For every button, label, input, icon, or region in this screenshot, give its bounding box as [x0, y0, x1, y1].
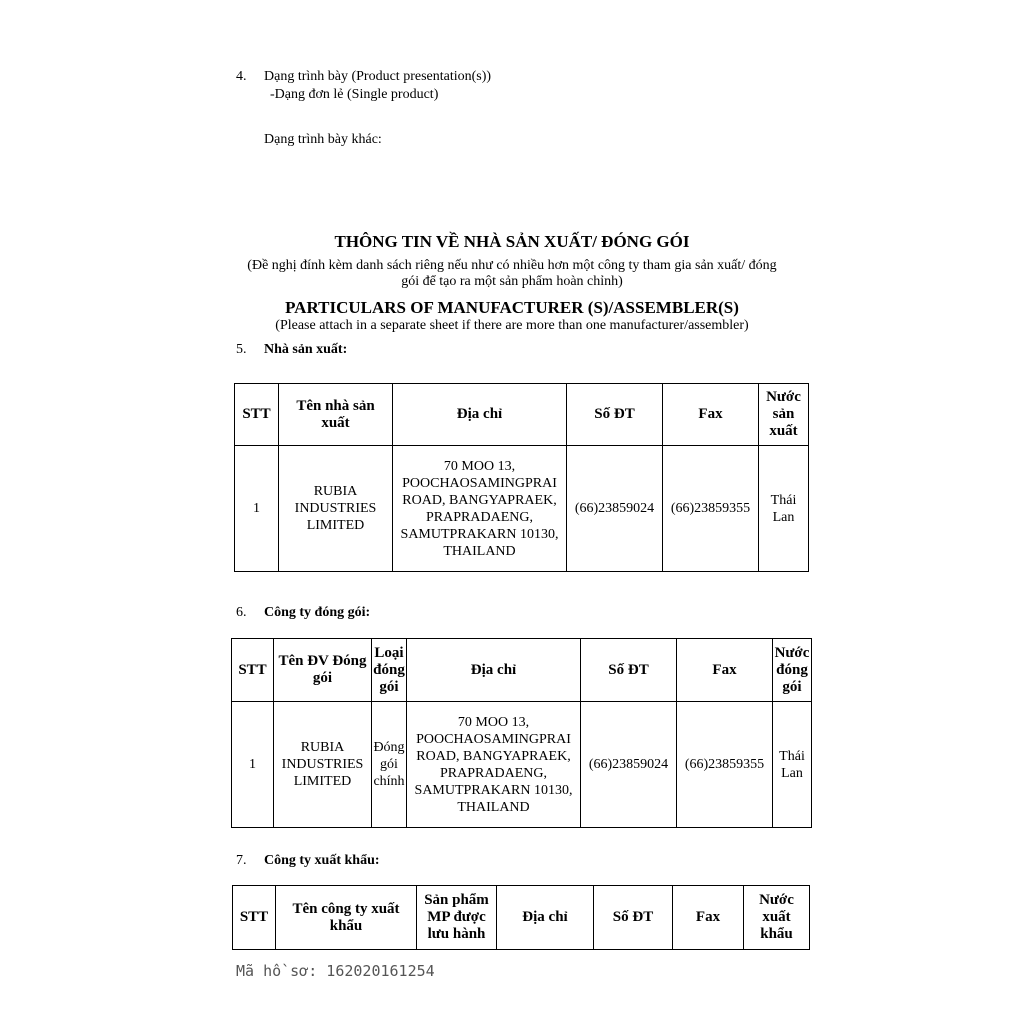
cell-stt: 1 — [232, 702, 274, 828]
col-fax: Fax — [673, 886, 744, 950]
col-name: Tên nhà sản xuất — [279, 384, 393, 446]
cell-stt: 1 — [235, 446, 279, 572]
en-note: (Please attach in a separate sheet if there are more than one manufacturer/assembler) — [275, 318, 749, 333]
cell-phone: (66)23859024 — [567, 446, 663, 572]
section-4-item: -Dạng đơn lẻ (Single product) — [270, 87, 439, 102]
col-phone: Số ĐT — [581, 639, 677, 702]
vi-note-line2: gói để tạo ra một sản phẩm hoàn chỉnh) — [401, 274, 623, 289]
section-4-other: Dạng trình bày khác: — [264, 132, 382, 147]
vi-heading: THÔNG TIN VỀ NHÀ SẢN XUẤT/ ĐÓNG GÓI — [334, 232, 690, 251]
col-product: Sản phẩm MP được lưu hành — [417, 886, 497, 950]
section-6-title: Công ty đóng gói: — [264, 605, 371, 620]
exporter-table — [232, 885, 810, 950]
col-stt: STT — [232, 639, 274, 702]
cell-phone: (66)23859024 — [581, 702, 677, 828]
en-heading: PARTICULARS OF MANUFACTURER (S)/ASSEMBLER(S) — [285, 298, 739, 317]
cell-country: Thái Lan — [773, 702, 812, 828]
cell-address: 70 MOO 13, POOCHAOSAMINGPRAI ROAD, BANGYAPRAEK, PRAPRADAENG, SAMUTPRAKARN 10130, THAILAND — [407, 702, 581, 828]
col-name: Tên ĐV Đóng gói — [274, 639, 372, 702]
vi-note-line1: (Đề nghị đính kèm danh sách riêng nếu như có nhiều hơn một công ty tham gia sản xuất/ đóng — [247, 258, 777, 273]
cell-type: Đóng gói chính — [372, 702, 407, 828]
col-country: Nước xuất khẩu — [744, 886, 810, 950]
section-5-title: Nhà sản xuất: — [264, 342, 348, 357]
col-country: Nước đóng gói — [773, 639, 812, 702]
col-address: Địa chỉ — [497, 886, 594, 950]
col-phone: Số ĐT — [594, 886, 673, 950]
col-country: Nước sản xuất — [759, 384, 809, 446]
cell-name: RUBIA INDUSTRIES LIMITED — [279, 446, 393, 572]
table-row — [235, 446, 809, 572]
record-code: Mã hồ sơ: 162020161254 — [236, 962, 435, 980]
col-stt: STT — [233, 886, 276, 950]
table-row — [232, 702, 812, 828]
col-fax: Fax — [663, 384, 759, 446]
section-7-title: Công ty xuất khẩu: — [264, 853, 380, 868]
section-7-number: 7. — [236, 853, 247, 868]
section-4-title: Dạng trình bày (Product presentation(s)) — [264, 69, 492, 84]
cell-address: 70 MOO 13, POOCHAOSAMINGPRAI ROAD, BANGYAPRAEK, PRAPRADAENG, SAMUTPRAKARN 10130, THAILAND — [393, 446, 567, 572]
cell-fax: (66)23859355 — [663, 446, 759, 572]
col-name: Tên công ty xuất khẩu — [276, 886, 417, 950]
col-type: Loại đóng gói — [372, 639, 407, 702]
section-6-number: 6. — [236, 605, 247, 620]
col-address: Địa chỉ — [393, 384, 567, 446]
table-header-row — [235, 384, 809, 446]
cell-name: RUBIA INDUSTRIES LIMITED — [274, 702, 372, 828]
table-header-row — [233, 886, 810, 950]
col-phone: Số ĐT — [567, 384, 663, 446]
manufacturer-table — [234, 383, 809, 572]
cell-country: Thái Lan — [759, 446, 809, 572]
col-stt: STT — [235, 384, 279, 446]
cell-fax: (66)23859355 — [677, 702, 773, 828]
col-fax: Fax — [677, 639, 773, 702]
table-header-row — [232, 639, 812, 702]
section-4-number: 4. — [236, 69, 247, 84]
col-address: Địa chỉ — [407, 639, 581, 702]
packager-table — [231, 638, 812, 828]
section-5-number: 5. — [236, 342, 247, 357]
